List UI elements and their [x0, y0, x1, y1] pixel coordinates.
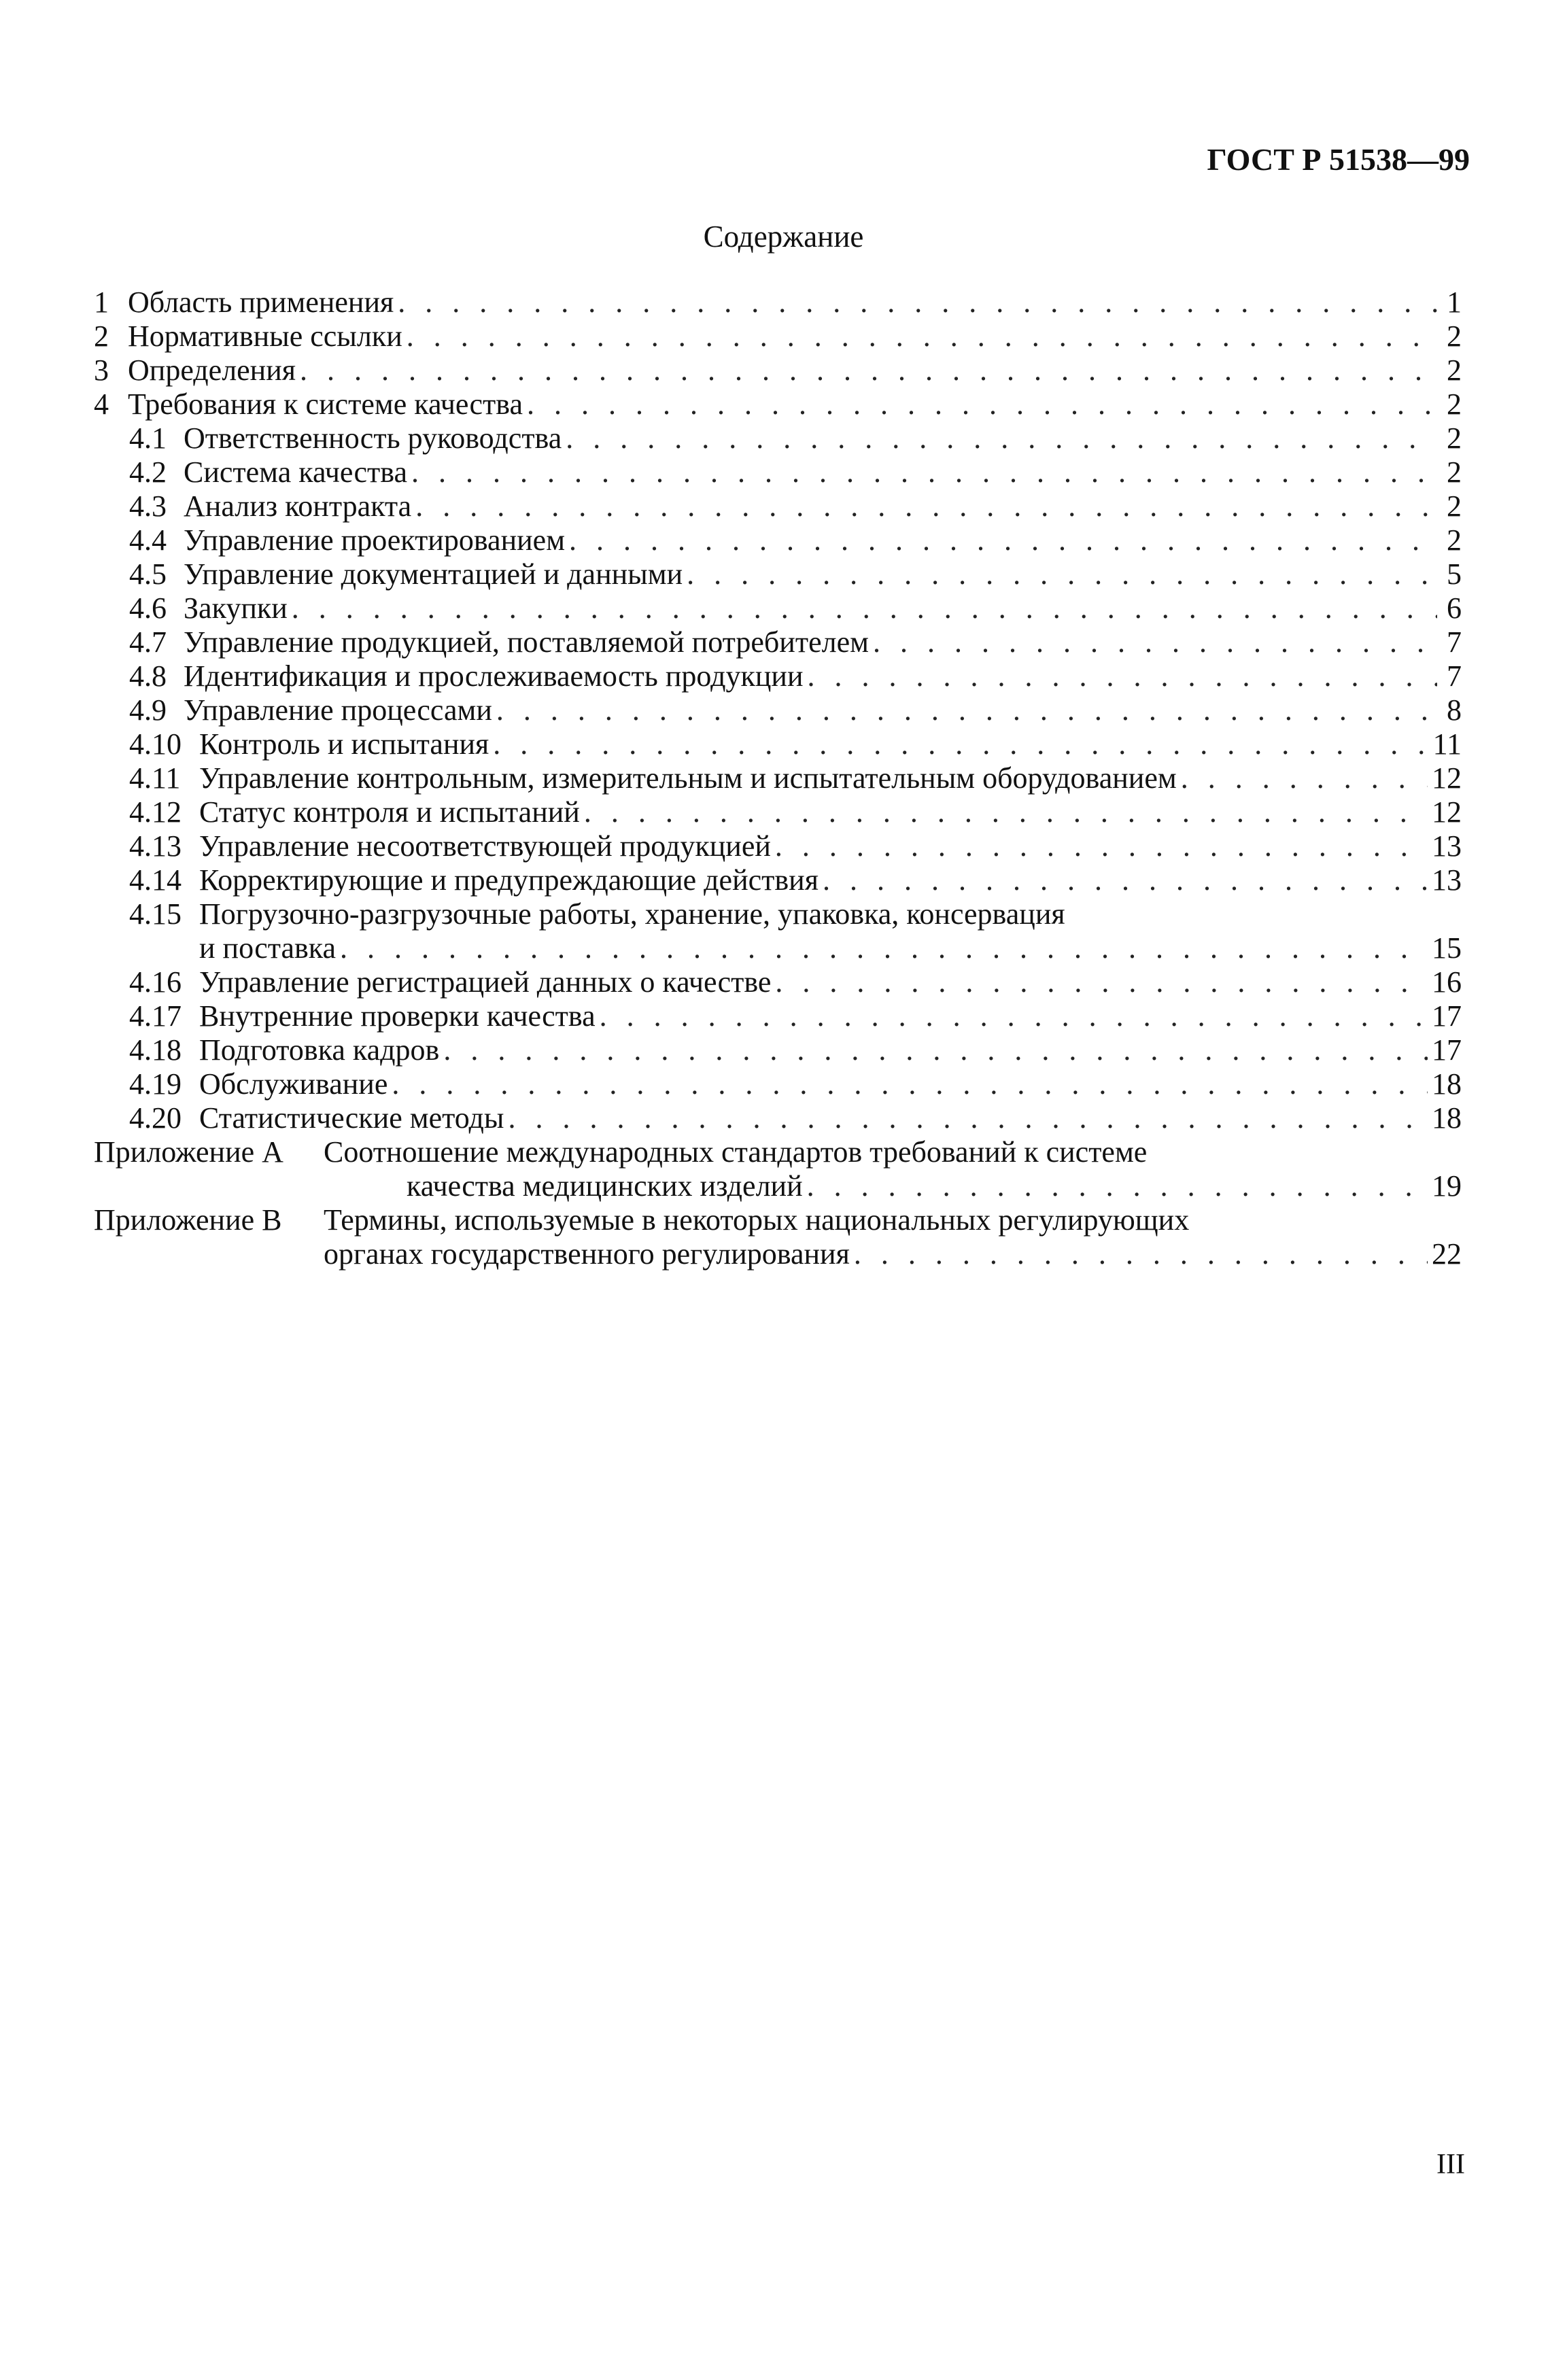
toc-entry-label: Нормативные ссылки [128, 320, 402, 353]
toc-entry-4-15[interactable] [94, 897, 1462, 965]
toc-entry-page: 2 [1447, 320, 1462, 353]
toc-entry-label: Управление контрольным, измерительным и испытательным оборудованием [199, 761, 1177, 795]
page-title: Содержание [703, 220, 864, 254]
toc-entry-appendix-a[interactable] [94, 1135, 1462, 1203]
toc-entry-label-continued: и поставка [199, 931, 337, 965]
page-number: III [1436, 2149, 1465, 2180]
toc-entry-number: Приложение В [94, 1203, 282, 1237]
toc-entry-label: Система качества [184, 455, 407, 489]
toc-entry-page: 13 [1432, 863, 1462, 897]
toc-entry-number: 4.17 [129, 999, 182, 1033]
toc-entry-label: Контроль и испытания [199, 727, 489, 761]
leader-dots [569, 523, 1437, 557]
toc-entry-number: 2 [94, 320, 109, 353]
toc-entry-label: Корректирующие и предупреждающие действия [199, 863, 819, 897]
toc-entry-label: Определения [128, 353, 296, 387]
leader-dots [807, 1169, 1428, 1203]
toc-entry-4-13[interactable] [94, 829, 1462, 863]
leader-dots [1181, 761, 1428, 795]
toc-entry-page: 17 [1432, 999, 1462, 1033]
toc-entry-4-1[interactable] [94, 421, 1462, 455]
toc-entry-number: 4.7 [129, 625, 167, 659]
toc-entry-4-8[interactable] [94, 659, 1462, 693]
toc-entry-number: 3 [94, 353, 109, 387]
leader-dots [407, 320, 1437, 353]
leader-dots [566, 421, 1437, 455]
toc-entry-number: 4.15 [129, 897, 182, 931]
leader-dots [392, 1067, 1428, 1101]
toc-entry-label: Управление проектированием [184, 523, 566, 557]
toc-entry-page: 1 [1447, 286, 1462, 319]
toc-entry-page: 12 [1432, 795, 1462, 829]
toc-entry-4-12[interactable] [94, 795, 1462, 829]
toc-entry-4-20[interactable] [94, 1101, 1462, 1135]
toc-entry-page: 18 [1432, 1067, 1462, 1101]
toc-entry-4-18[interactable] [94, 1033, 1462, 1067]
toc-entry-3[interactable] [94, 353, 1462, 387]
toc-entry-label: Управление несоответствующей продукцией [199, 829, 771, 863]
toc-entry-4-16[interactable] [94, 965, 1462, 999]
leader-dots [508, 1101, 1428, 1135]
toc-entry-1[interactable] [94, 286, 1462, 320]
toc-entry-label: Область применения [128, 286, 394, 319]
toc-entry-number: 4.3 [129, 489, 167, 523]
toc-entry-number: 4.13 [129, 829, 182, 863]
leader-dots [775, 965, 1428, 999]
toc-entry-page: 2 [1447, 489, 1462, 523]
toc-entry-label: Погрузочно-разгрузочные работы, хранение, упаковка, консервация [199, 897, 1065, 931]
toc-entry-4-11[interactable] [94, 761, 1462, 795]
toc-entry-number: 1 [94, 286, 109, 319]
toc-entry-4-17[interactable] [94, 999, 1462, 1033]
toc-entry-page: 12 [1432, 761, 1462, 795]
leader-dots [823, 863, 1428, 897]
toc-entry-number: 4.11 [129, 761, 181, 795]
toc-entry-number: 4.16 [129, 965, 182, 999]
toc-entry-4-6[interactable] [94, 591, 1462, 625]
leader-dots [527, 387, 1437, 421]
leader-dots [340, 931, 1428, 965]
toc-entry-number: 4.6 [129, 591, 167, 625]
leader-dots [398, 286, 1437, 320]
toc-entry-number: 4 [94, 387, 109, 421]
toc-entry-label: Управление процессами [184, 693, 492, 727]
toc-entry-number: 4.10 [129, 727, 182, 761]
toc-entry-number: 4.8 [129, 659, 167, 693]
toc-entry-number: 4.5 [129, 557, 167, 591]
toc-entry-label: Закупки [184, 591, 288, 625]
toc-entry-page: 15 [1432, 931, 1462, 965]
toc-entry-page: 8 [1447, 693, 1462, 727]
toc-entry-number: 4.20 [129, 1101, 182, 1135]
toc-entry-label: Подготовка кадров [199, 1033, 440, 1067]
toc-entry-4-4[interactable] [94, 523, 1462, 557]
leader-dots [854, 1237, 1428, 1271]
toc-entry-page: 17 [1432, 1033, 1462, 1067]
toc-entry-label: Управление регистрацией данных о качестве [199, 965, 772, 999]
toc-entry-page: 11 [1432, 727, 1462, 761]
table-of-contents [94, 286, 1462, 1271]
toc-entry-4-5[interactable] [94, 557, 1462, 591]
toc-entry-label: Анализ контракта [184, 489, 412, 523]
toc-entry-page: 6 [1447, 591, 1462, 625]
toc-entry-label: Соотношение международных стандартов требований к системе [324, 1135, 1148, 1169]
toc-entry-label-continued: качества медицинских изделий [407, 1169, 803, 1203]
toc-entry-number: 4.19 [129, 1067, 182, 1101]
toc-entry-number: Приложение А [94, 1135, 283, 1169]
leader-dots [443, 1033, 1428, 1067]
leader-dots [687, 557, 1437, 591]
toc-entry-4[interactable] [94, 387, 1462, 421]
leader-dots [496, 693, 1437, 727]
leader-dots [584, 795, 1428, 829]
toc-entry-label: Требования к системе качества [128, 387, 523, 421]
toc-entry-label: Управление документацией и данными [184, 557, 683, 591]
toc-entry-number: 4.18 [129, 1033, 182, 1067]
document-code: ГОСТ Р 51538—99 [1207, 142, 1470, 177]
toc-entry-page: 16 [1432, 965, 1462, 999]
toc-entry-label: Управление продукцией, поставляемой потребителем [184, 625, 869, 659]
toc-entry-appendix-b[interactable] [94, 1203, 1462, 1271]
leader-dots [415, 489, 1437, 523]
leader-dots [808, 659, 1438, 693]
toc-entry-label: Статус контроля и испытаний [199, 795, 580, 829]
toc-entry-number: 4.1 [129, 421, 167, 455]
toc-entry-number: 4.4 [129, 523, 167, 557]
toc-entry-page: 2 [1447, 353, 1462, 387]
toc-entry-2[interactable] [94, 320, 1462, 353]
leader-dots [300, 353, 1437, 387]
leader-dots [493, 727, 1428, 761]
leader-dots [292, 591, 1437, 625]
toc-entry-number: 4.2 [129, 455, 167, 489]
toc-entry-page: 2 [1447, 523, 1462, 557]
toc-entry-label: Статистические методы [199, 1101, 504, 1135]
leader-dots [411, 455, 1437, 489]
toc-entry-label: Термины, используемые в некоторых национальных регулирующих [324, 1203, 1190, 1237]
toc-entry-page: 19 [1432, 1169, 1462, 1203]
toc-entry-4-19[interactable] [94, 1067, 1462, 1101]
toc-entry-page: 2 [1447, 421, 1462, 455]
toc-entry-page: 7 [1447, 659, 1462, 693]
toc-entry-page: 2 [1447, 455, 1462, 489]
toc-entry-4-3[interactable] [94, 489, 1462, 523]
leader-dots [600, 999, 1428, 1033]
toc-entry-page: 13 [1432, 829, 1462, 863]
toc-entry-page: 7 [1447, 625, 1462, 659]
toc-entry-4-9[interactable] [94, 693, 1462, 727]
toc-entry-number: 4.14 [129, 863, 182, 897]
leader-dots [873, 625, 1437, 659]
toc-entry-label: Обслуживание [199, 1067, 388, 1101]
toc-entry-4-7[interactable] [94, 625, 1462, 659]
leader-dots [775, 829, 1428, 863]
toc-entry-label: Идентификация и прослеживаемость продукции [184, 659, 804, 693]
toc-entry-number: 4.12 [129, 795, 182, 829]
toc-entry-4-14[interactable] [94, 863, 1462, 897]
toc-entry-4-10[interactable] [94, 727, 1462, 761]
toc-entry-page: 22 [1432, 1237, 1462, 1271]
toc-entry-label-continued: органах государственного регулирования [324, 1237, 850, 1271]
toc-entry-label: Внутренние проверки качества [199, 999, 596, 1033]
toc-entry-page: 18 [1432, 1101, 1462, 1135]
toc-entry-number: 4.9 [129, 693, 167, 727]
toc-entry-label: Ответственность руководства [184, 421, 562, 455]
toc-entry-4-2[interactable] [94, 455, 1462, 489]
toc-entry-page: 5 [1447, 557, 1462, 591]
toc-entry-page: 2 [1447, 387, 1462, 421]
